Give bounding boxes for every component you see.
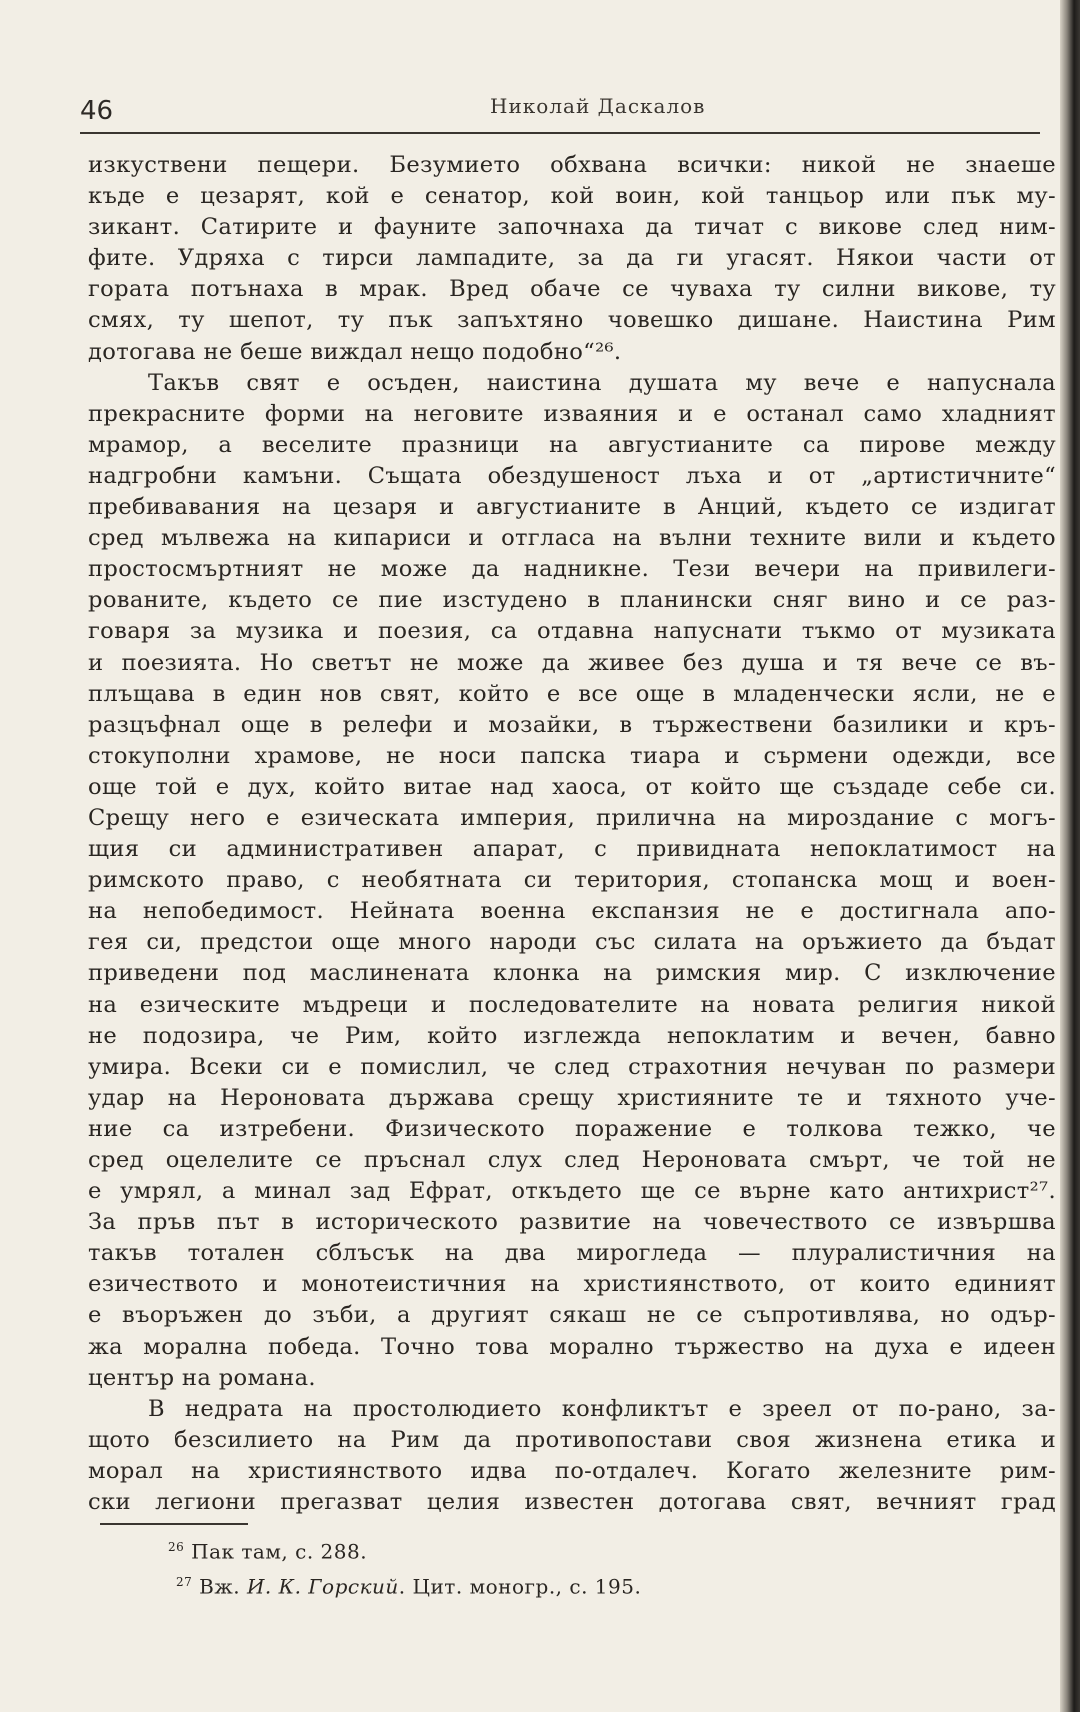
text-line: център на романа. <box>88 1364 316 1391</box>
text-line: зикант. Сатирите и фауните започнаха да тичат с викове след ним- <box>88 214 1056 241</box>
text-line: разцъфнал още в релефи и мозайки, в тържествени базилики и кръ- <box>88 711 1056 738</box>
body-text <box>88 150 1056 1518</box>
footnote-26 <box>168 1532 868 1567</box>
footnote-rule <box>100 1523 248 1525</box>
footnotes <box>168 1532 868 1601</box>
text-line: жа морална победа. Точно това морално тържество на духа е идеен <box>88 1333 1056 1360</box>
text-line: надгробни камъни. Същата обездушеност лъха и от „артистичните“ <box>88 462 1056 489</box>
text-line: удар на Нероновата държава срещу християните те и тяхното уче- <box>88 1084 1056 1111</box>
text-line: езичеството и монотеистичния на християнството, от които единият <box>88 1271 1056 1298</box>
footnote-marker: 27 <box>176 1574 193 1589</box>
footnote-prefix: Вж. <box>199 1574 247 1599</box>
text-line: на езическите мъдреци и последователите на новата религия никой <box>88 991 1056 1018</box>
text-line: плъщава в един нов свят, който е все още в младенчески ясли, не е <box>88 680 1056 707</box>
text-line: такъв тотален сблъсък на два мирогледа — плуралистичния на <box>88 1240 1056 1267</box>
text-line: простосмъртният не може да надникне. Тези вечери на привилеги- <box>88 556 1056 583</box>
text-line: мрамор, а веселите празници на августианите са пирове между <box>88 431 1056 458</box>
text-line: сред мълвежа на кипариси и отгласа на вълни техните вили и където <box>88 525 1056 552</box>
footnote-rest: . Цит. моногр., с. 195. <box>398 1574 642 1599</box>
text-line: дотогава не беше виждал нещо подобно“²⁶. <box>88 338 622 365</box>
text-line: пребивавания на цезаря и августианите в Анций, където се издигат <box>88 494 1056 521</box>
footnote-27 <box>168 1567 868 1602</box>
page-number: 46 <box>80 96 114 126</box>
text-line: говаря за музика и поезия, са отдавна напуснати тъкмо от музиката <box>88 618 1056 645</box>
text-line: римското право, с необятната си територия, стопанска мощ и воен- <box>88 867 1056 894</box>
text-line: гората потънаха в мрак. Вред обаче се чуваха ту силни викове, ту <box>88 276 1056 303</box>
header-rule <box>80 132 1040 134</box>
text-line: на непобедимост. Нейната военна експанзия не е достигнала апо- <box>88 898 1056 925</box>
page-edge-shadow <box>1060 0 1080 1712</box>
text-line: щия си административен апарат, с привидната непоклатимост на <box>88 836 1056 863</box>
text-line: не подозира, че Рим, който изглежда непоклатим и вечен, бавно <box>88 1022 1056 1049</box>
paragraph-start-line: В недрата на простолюдието конфликтът е зреел от по-рано, за- <box>148 1395 1056 1422</box>
text-line: ние са изтребени. Физическото поражение е толкова тежко, че <box>88 1115 1056 1142</box>
text-line: стокуполни храмове, не носи папска тиара и сърмени одежди, все <box>88 742 1056 769</box>
page-header <box>80 86 1038 126</box>
text-line: смях, ту шепот, ту пък запъхтяно човешко дишане. Наистина Рим <box>88 307 1056 334</box>
text-line: За пръв път в историческото развитие на човечеството се извършва <box>88 1209 1056 1236</box>
text-line: още той е дух, който витае над хаоса, от който ще създаде себе си. <box>88 773 1056 800</box>
text-line: е умрял, а минал зад Ефрат, откъдето ще се върне като антихрист²⁷. <box>88 1178 1056 1205</box>
text-line: е въоръжен до зъби, а другият сякаш не се съпротивлява, но одър- <box>88 1302 1056 1329</box>
footnote-marker: 26 <box>168 1540 185 1554</box>
paragraph-start-line: Такъв свят е осъден, наистина душата му вече е напуснала <box>148 369 1056 396</box>
text-line: рованите, където се пие изстудено в планински сняг вино и се раз- <box>88 587 1056 614</box>
text-line: прекрасните форми на неговите изваяния и е останал само хладният <box>88 400 1056 427</box>
text-line: щото безсилието на Рим да противопостави своя жизнена етика и <box>88 1426 1056 1453</box>
text-line: Срещу него е езическата империя, прилична на мироздание с могъ- <box>88 804 1056 831</box>
text-line: гея си, предстои още много народи със силата на оръжието да бъдат <box>88 929 1056 956</box>
text-line: къде е цезарят, кой е сенатор, кой воин, кой танцьор или пък му- <box>88 183 1056 210</box>
text-line: и поезията. Но светът не може да живее без душа и тя вече се въ- <box>88 649 1056 676</box>
text-line: изкуствени пещери. Безумието обхвана всички: никой не знаеше <box>88 152 1056 178</box>
footnote-text: Пак там, с. 288. <box>191 1539 368 1564</box>
text-line: ски легиони прегазват целия известен дотогава свят, вечният град <box>88 1489 1056 1516</box>
text-line: приведени под маслинената клонка на римския мир. С изключение <box>88 960 1056 987</box>
text-line: морал на християнството идва по-отдалеч. Когато железните рим- <box>88 1457 1056 1484</box>
running-head: Николай Даскалов <box>490 94 706 118</box>
text-line: сред оцелелите се пръснал слух след Нероновата смърт, че той не <box>88 1147 1056 1173</box>
text-line: фите. Удряха с тирси лампадите, за да ги угасят. Някои части от <box>88 245 1056 272</box>
footnote-author: И. К. Горский <box>246 1574 399 1599</box>
text-line: умира. Всеки си е помислил, че след страхотния нечуван по размери <box>88 1053 1056 1080</box>
